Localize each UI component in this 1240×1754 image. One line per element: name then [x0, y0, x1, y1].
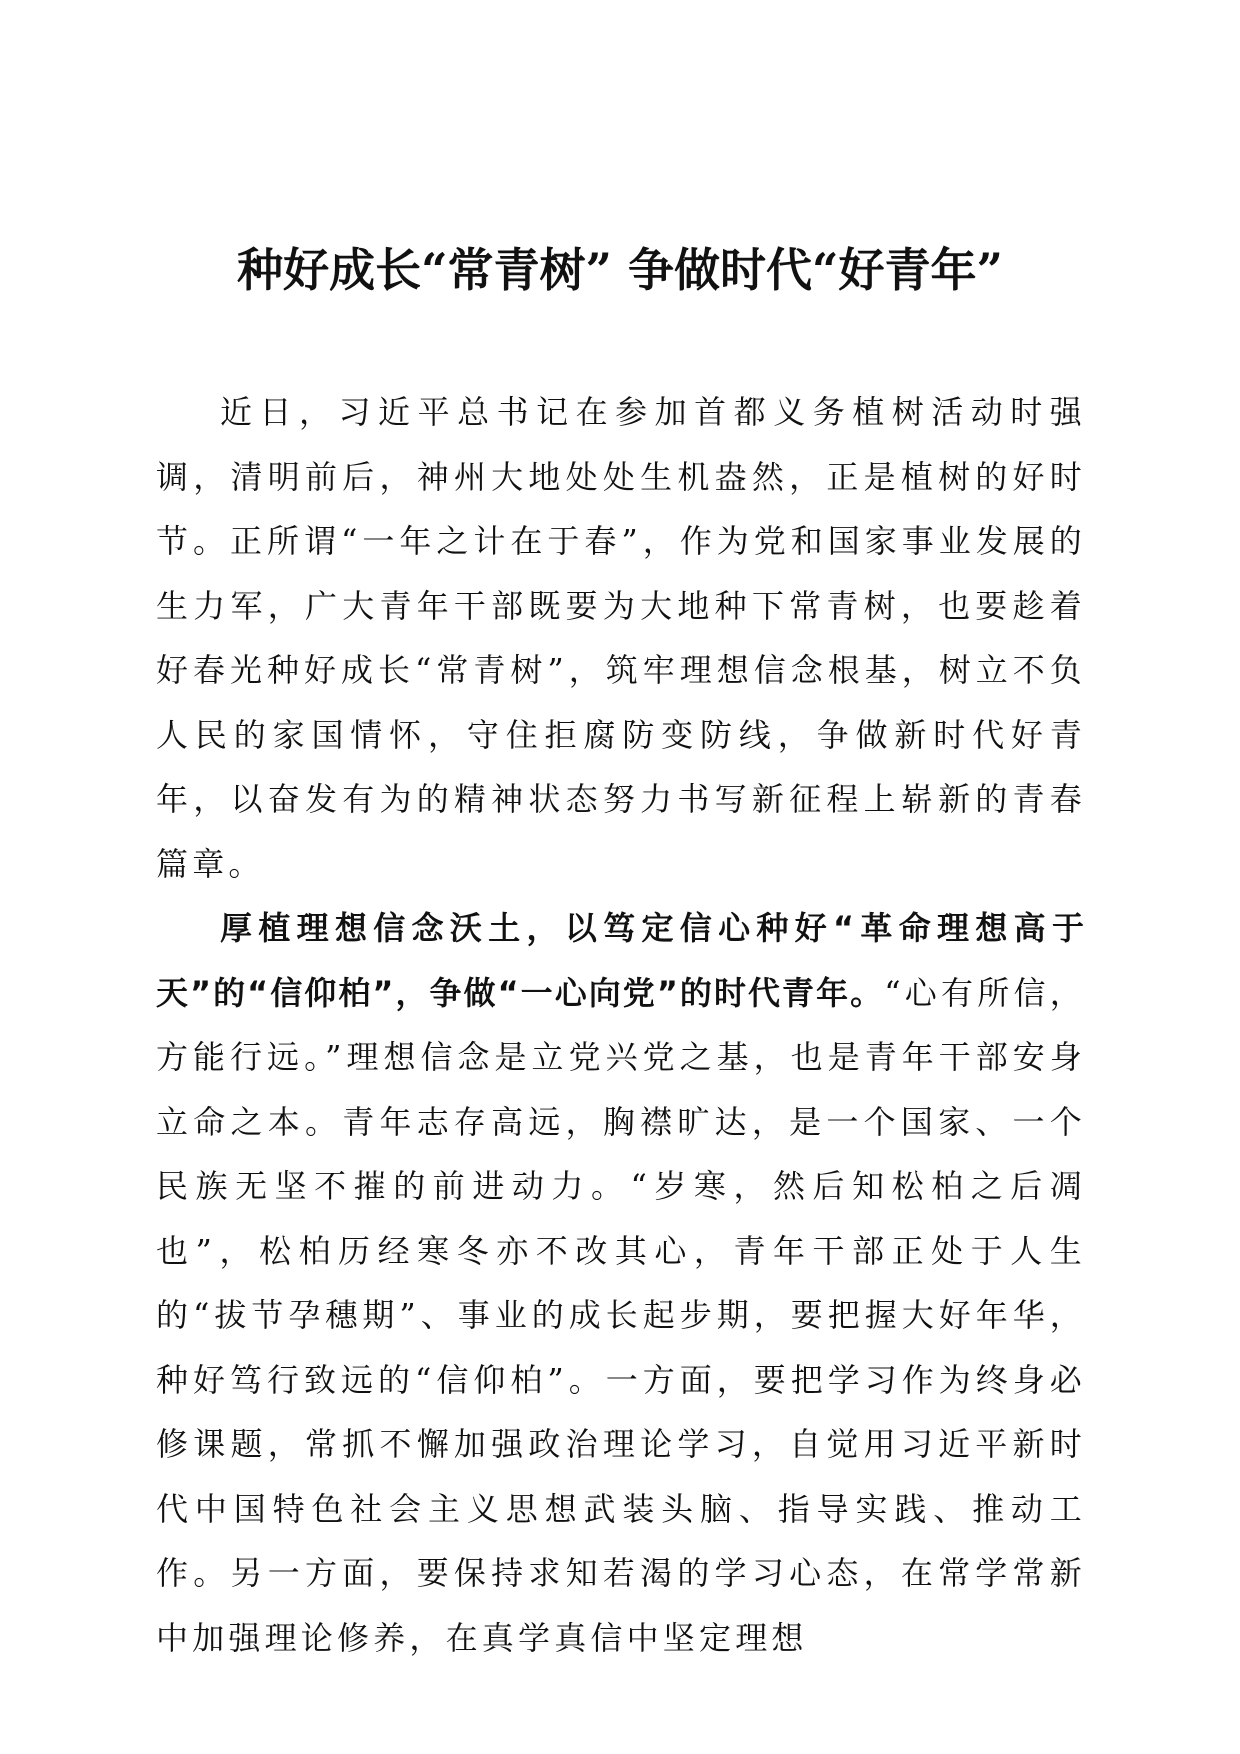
paragraph-1-text: 近日，习近平总书记在参加首都义务植树活动时强调，清明前后，神州大地处处生机盎然，正是植树的好时节。正所谓“一年之计在于春”，作为党和国家事业发展的生力军，广大青年干部既要为大地种下常青树，也要趁着好春光种好成长“常青树”，筑牢理想信念根基，树立不负人民的家国情怀，守住拒腐防变防线，争做新时代好青年，以奋发有为的精神状态努力书写新征程上崭新的青春篇章。 — [156, 393, 1086, 883]
document-body — [156, 380, 1086, 1670]
document-title: 种好成长“常青树” 争做时代“好青年” — [237, 243, 1003, 297]
paragraph-2-lead: 厚植理想信念沃土，以笃定信心种好“革命理想高于天”的“信仰柏”，争做“一心向党”的时代青年。 — [156, 909, 1086, 1012]
paragraph-1 — [156, 380, 1086, 896]
paragraph-2-text: “心有所信，方能行远。”理想信念是立党兴党之基，也是青年干部安身立命之本。青年志存高远，胸襟旷达，是一个国家、一个民族无坚不摧的前进动力。“岁寒，然后知松柏之后凋也”，松柏历经寒冬亦不改其心，青年干部正处于人生的“拔节孕穗期”、事业的成长起步期，要把握大好年华，种好笃行致远的“信仰柏”。一方面，要把学习作为终身必修课题，常抓不懈加强政治理论学习，自觉用习近平新时代中国特色社会主义思想武装头脑、指导实践、推动工作。另一方面，要保持求知若渴的学习心态，在常学常新中加强理论修养，在真学真信中坚定理想 — [156, 973, 1086, 1657]
paragraph-2 — [156, 896, 1086, 1670]
